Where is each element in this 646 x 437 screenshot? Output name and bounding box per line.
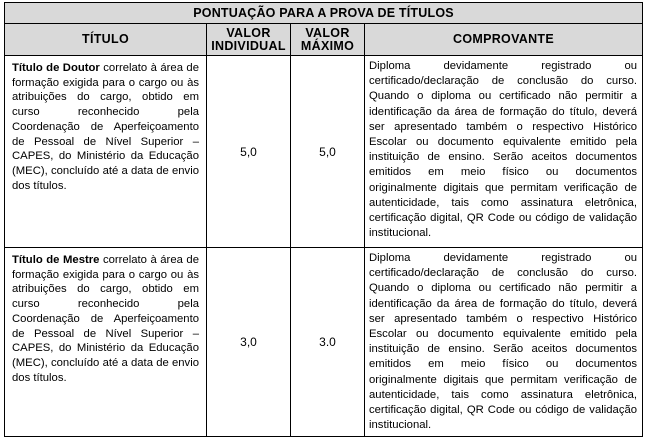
title-name: Título de Doutor (12, 62, 100, 74)
valor-maximo-cell: 3.0 (291, 248, 365, 437)
table-title-row (5, 3, 643, 24)
comprovante-cell: Diploma devidamente registrado ou certificado/declaração de conclusão do curso. Quando o diploma ou certificado não permitir a identificação da área de formação do título, deverá ser apresentado também o respectivo Histórico Escolar ou documento equivalente emitido pela instituição de ensino. Serão aceitos documentos emitidos em meio físico ou documentos originalmente digitais que permitam verificação de autenticidade, tais como assinatura eletrônica, certificação digital, QR Code ou código de validação institucional. (365, 248, 643, 437)
score-table (4, 2, 643, 437)
header-valor-maximo (291, 24, 365, 56)
header-valor-maximo-line2: MÁXIMO (300, 38, 355, 53)
table-title: PONTUAÇÃO PARA A PROVA DE TÍTULOS (5, 3, 643, 24)
header-titulo: TÍTULO (5, 24, 207, 56)
valor-maximo-cell: 5,0 (291, 56, 365, 248)
title-description: correlato à área de formação exigida para o cargo ou às atribuições do cargo, obtido em curso reconhecido pela Coordenação de Aperfeiçoamento de Pessoal de Nível Superior – CAPES, do Ministério da Educação (MEC), concluído até a data de envio dos títulos. (12, 62, 199, 192)
header-valor-maximo-line1: VALOR (305, 25, 350, 40)
table-header-row (5, 24, 643, 56)
header-valor-individual-line1: VALOR (226, 25, 271, 40)
header-valor-individual-line2: INDIVIDUAL (211, 38, 286, 53)
header-comprovante: COMPROVANTE (365, 24, 643, 56)
valor-individual-cell: 3,0 (207, 248, 291, 437)
title-description-cell (5, 248, 207, 437)
table-row (5, 56, 643, 248)
title-name: Título de Mestre (12, 254, 100, 266)
comprovante-cell: Diploma devidamente registrado ou certificado/declaração de conclusão do curso. Quando o diploma ou certificado não permitir a identificação da área de formação do título, deverá ser apresentado também o respectivo Histórico Escolar ou documento equivalente emitido pela instituição de ensino. Serão aceitos documentos emitidos em meio físico ou documentos originalmente digitais que permitam verificação de autenticidade, tais como assinatura eletrônica, certificação digital, QR Code ou código de validação institucional. (365, 56, 643, 248)
table-row (5, 248, 643, 437)
header-valor-individual (207, 24, 291, 56)
title-description-cell (5, 56, 207, 248)
valor-individual-cell: 5,0 (207, 56, 291, 248)
title-description: correlato à área de formação exigida para o cargo ou às atribuições do cargo, obtido em curso reconhecido pela Coordenação de Aperfeiçoamento de Pessoal de Nível Superior – CAPES, do Ministério da Educação (MEC), concluído até a data de envio dos títulos. (12, 254, 199, 384)
